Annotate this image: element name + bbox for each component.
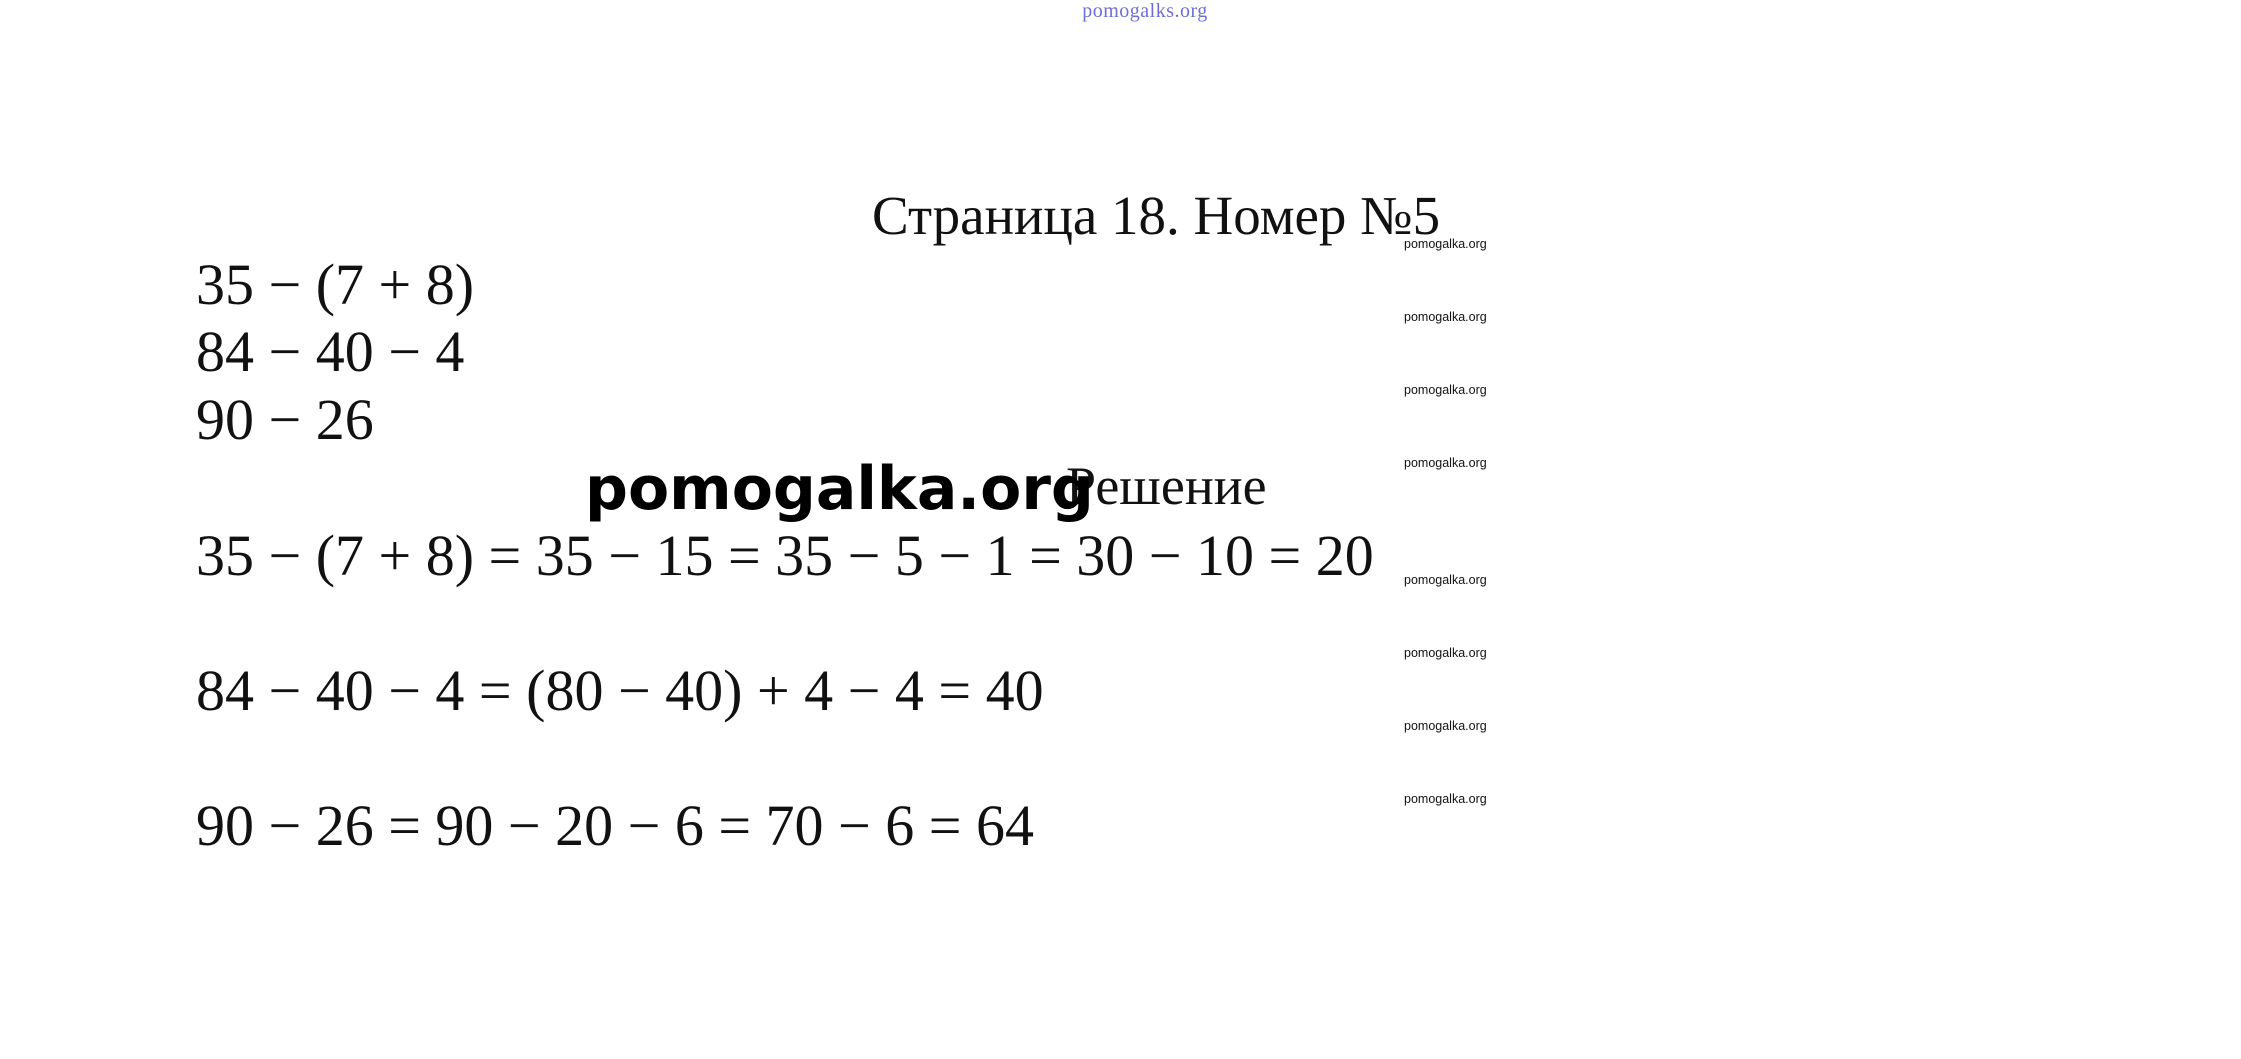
solution-heading: Решение [1066,456,1267,516]
small-watermark: pomogalka.org [1404,792,1487,806]
small-watermark: pomogalka.org [1404,456,1487,470]
small-watermark: pomogalka.org [1404,719,1487,733]
solution-line: 84 − 40 − 4 = (80 − 40) + 4 − 4 = 40 [196,658,1044,723]
solution-line: 90 − 26 = 90 − 20 − 6 = 70 − 6 = 64 [196,793,1034,858]
solution-line: 35 − (7 + 8) = 35 − 15 = 35 − 5 − 1 = 30 − 10 = 20 [196,523,1374,588]
small-watermark: pomogalka.org [1404,383,1487,397]
small-watermark: pomogalka.org [1404,646,1487,660]
big-watermark: pomogalka.org [585,454,1094,524]
small-watermark: pomogalka.org [1404,237,1487,251]
small-watermark: pomogalka.org [1404,310,1487,324]
small-watermark: pomogalka.org [1404,573,1487,587]
task-line: 35 − (7 + 8) [196,252,475,317]
task-line: 84 − 40 − 4 [196,319,465,384]
top-watermark: pomogalks.org [1082,0,1208,22]
task-line: 90 − 26 [196,387,374,452]
page-title: Страница 18. Номер №5 [872,185,1441,246]
